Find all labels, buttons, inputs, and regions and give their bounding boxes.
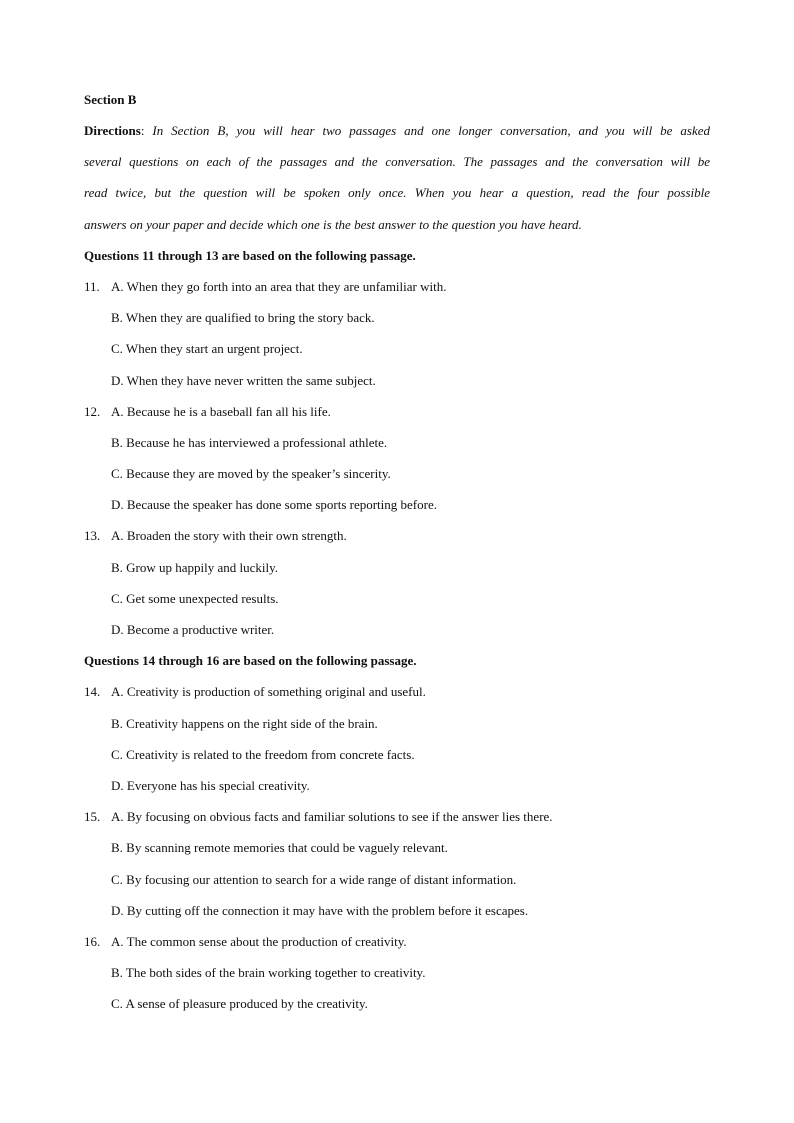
option-text: A. The common sense about the production of creativity.	[111, 933, 407, 949]
question-number: 15.	[84, 809, 101, 825]
question-14-option-d[interactable]	[84, 776, 710, 807]
group-heading-1: Questions 11 through 13 are based on the following passage.	[84, 247, 416, 263]
question-12-option-d[interactable]	[84, 495, 710, 526]
question-13-option-d[interactable]	[84, 620, 710, 651]
question-11-option-c[interactable]	[84, 339, 710, 370]
option-text: B. By scanning remote memories that could be vaguely relevant.	[111, 840, 448, 856]
question-number: 12.	[84, 403, 101, 419]
option-text: C. Get some unexpected results.	[111, 590, 279, 606]
option-text: A. Broaden the story with their own strength.	[111, 528, 347, 544]
question-12-option-a[interactable]	[84, 402, 710, 433]
option-text: C. Because they are moved by the speaker’s sincerity.	[111, 466, 391, 482]
question-15-option-c[interactable]	[84, 870, 710, 901]
option-text: A. Creativity is production of something original and useful.	[111, 684, 426, 700]
option-text: C. By focusing our attention to search for a wide range of distant information.	[111, 871, 517, 887]
question-15-option-d[interactable]	[84, 901, 710, 932]
option-text: B. The both sides of the brain working together to creativity.	[111, 965, 426, 981]
directions-line-2	[84, 152, 710, 183]
option-text: A. Because he is a baseball fan all his life.	[111, 403, 331, 419]
question-11-option-a[interactable]	[84, 277, 710, 308]
question-13-option-b[interactable]	[84, 558, 710, 589]
question-14-option-b[interactable]	[84, 714, 710, 745]
question-15-option-b[interactable]	[84, 838, 710, 869]
option-text: C. Creativity is related to the freedom from concrete facts.	[111, 746, 415, 762]
option-text: D. Everyone has his special creativity.	[111, 777, 310, 793]
option-text: B. When they are qualified to bring the story back.	[111, 310, 375, 326]
option-text: B. Because he has interviewed a professional athlete.	[111, 434, 388, 450]
question-14-option-c[interactable]	[84, 745, 710, 776]
directions-line-4	[84, 215, 710, 246]
directions-text-4: answers on your paper and decide which one is the best answer to the question you have heard.	[84, 216, 582, 232]
question-16-option-c[interactable]	[84, 994, 710, 1025]
question-number: 16.	[84, 933, 101, 949]
directions-line-3	[84, 183, 710, 214]
option-text: C. When they start an urgent project.	[111, 341, 303, 357]
question-16-option-b[interactable]	[84, 963, 710, 994]
directions-text-1: In Section B, you will hear two passages and one longer conversation, and you will be asked	[152, 123, 710, 138]
question-13-option-a[interactable]	[84, 526, 710, 557]
option-text: D. By cutting off the connection it may have with the problem before it escapes.	[111, 902, 529, 918]
directions-line-1: Directions: In Section B, you will hear two passages and one longer conversation, and you will be asked	[84, 123, 710, 138]
option-text: D. When they have never written the same subject.	[111, 372, 376, 388]
option-text: D. Become a productive writer.	[111, 622, 275, 637]
question-number: 13.	[84, 528, 101, 544]
question-13-option-c[interactable]	[84, 589, 710, 620]
question-11-option-d[interactable]	[84, 371, 710, 402]
question-11-option-b[interactable]	[84, 308, 710, 339]
option-text: C. A sense of pleasure produced by the creativity.	[111, 996, 368, 1012]
question-12-option-c[interactable]	[84, 464, 710, 495]
directions-text-3: read twice, but the question will be spoken only once. When you hear a question, read the four possible	[84, 185, 710, 201]
question-number: 11.	[84, 278, 100, 294]
option-text: A. When they go forth into an area that they are unfamiliar with.	[111, 278, 447, 294]
question-16-option-a[interactable]	[84, 932, 710, 963]
option-text: A. By focusing on obvious facts and familiar solutions to see if the answer lies there.	[111, 809, 553, 825]
question-15-option-a[interactable]	[84, 807, 710, 838]
question-12-option-b[interactable]	[84, 433, 710, 464]
section-title: Section B	[84, 92, 137, 107]
option-text: B. Creativity happens on the right side of the brain.	[111, 715, 378, 731]
directions-lead: Directions	[84, 123, 141, 138]
group-heading-2: Questions 14 through 16 are based on the following passage.	[84, 653, 417, 669]
option-text: D. Because the speaker has done some sports reporting before.	[111, 497, 437, 513]
option-text: B. Grow up happily and luckily.	[111, 559, 279, 575]
directions-text-2: several questions on each of the passages and the conversation. The passages and the conversation will be	[84, 154, 710, 170]
question-number: 14.	[84, 684, 101, 700]
question-14-option-a[interactable]	[84, 682, 710, 713]
